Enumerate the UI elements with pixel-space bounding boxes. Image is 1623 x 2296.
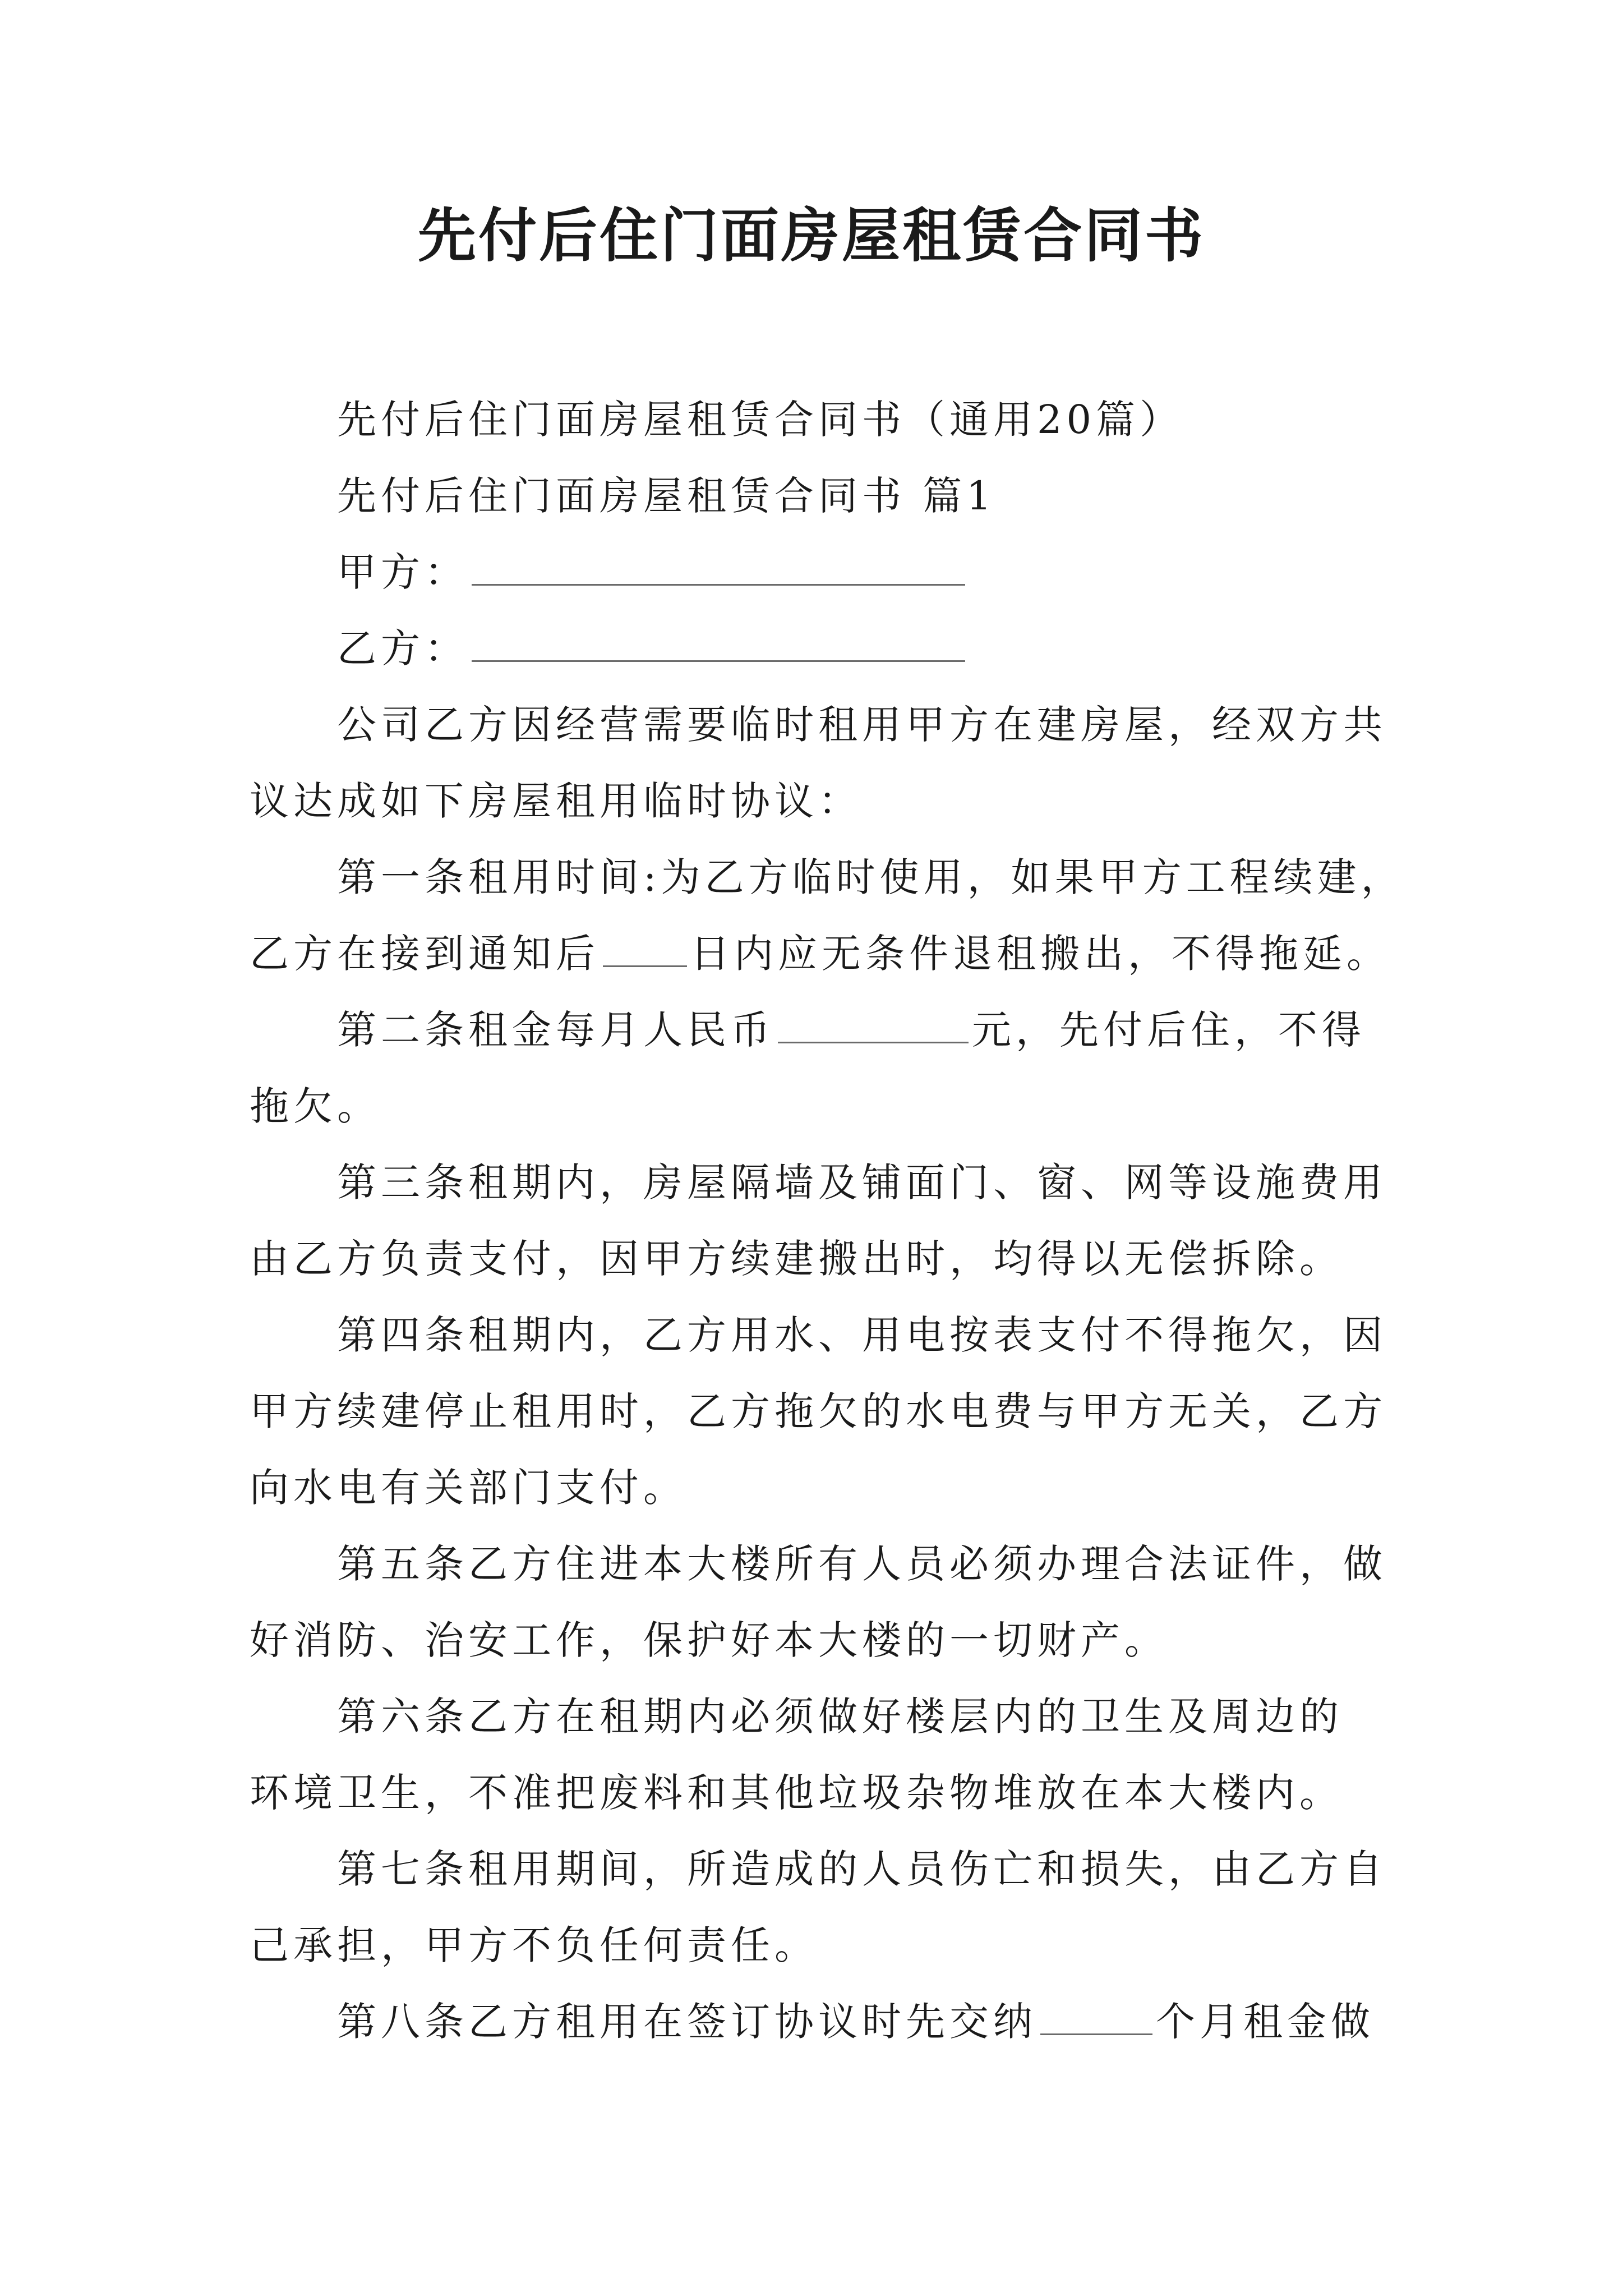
article4-line-1: 第四条租期内，乙方用水、用电按表支付不得拖欠，因 [337,1312,1387,1358]
article2-text-after: 元，先付后住，不得 [972,1007,1366,1053]
party-b-blank [472,621,965,662]
document-body [250,381,1405,2060]
article3-line-2: 由乙方负责支付，因甲方续建搬出时，均得以无偿拆除。 [250,1236,1343,1282]
chapter-title: 先付后住门面房屋租赁合同书 篇1 [337,473,996,519]
article8-text-before: 第八条乙方租用在签订协议时先交纳 [337,1999,1037,2045]
article6-line-1: 第六条乙方在租期内必须做好楼层内的卫生及周边的 [337,1694,1343,1740]
months-blank [1040,1994,1152,2035]
party-a-label: 甲方： [337,549,468,595]
article7-line-2: 己承担，甲方不负任何责任。 [250,1922,818,1968]
intro-line-1: 公司乙方因经营需要临时租用甲方在建房屋，经双方共 [337,702,1387,748]
party-b-label: 乙方： [337,625,468,671]
party-a-blank [472,545,965,586]
days-blank [603,926,687,967]
article2-line-2: 拖欠。 [250,1083,381,1129]
rent-blank [778,1002,969,1043]
party-b-row [250,610,1377,687]
article6-line-2: 环境卫生，不准把废料和其他垃圾杂物堆放在本大楼内。 [250,1770,1343,1816]
article4-line-2: 甲方续建停止租用时，乙方拖欠的水电费与甲方无关，乙方 [250,1388,1387,1434]
collection-title: 先付后住门面房屋租赁合同书（通用20篇） [337,397,1184,443]
intro-line-2: 议达成如下房屋租用临时协议： [250,778,862,824]
article8-text-after: 个月租金做 [1156,1999,1375,2045]
article8-line-1 [250,1984,1377,2060]
article7-line-1: 第七条租用期间，所造成的人员伤亡和损失，由乙方自 [337,1846,1387,1892]
article3-line-1: 第三条租期内，房屋隔墙及铺面门、窗、网等设施费用 [337,1159,1387,1205]
article4-line-3: 向水电有关部门支付。 [250,1465,687,1511]
article1-text-after: 日内应无条件退租搬出，不得拖延。 [690,931,1390,977]
document-title: 先付后住门面房屋租赁合同书 [417,201,1205,270]
article1-text-before: 乙方在接到通知后 [250,931,600,977]
party-a-row [250,534,1377,610]
article2-line-1 [250,992,1377,1068]
article1-line-2 [250,915,1390,992]
article5-line-1: 第五条乙方住进本大楼所有人员必须办理合法证件，做 [337,1541,1387,1587]
article2-text-before: 第二条租金每月人民币 [337,1007,774,1053]
article1-line-1: 第一条租用时间:为乙方临时使用，如果甲方工程续建， [337,854,1405,900]
article5-line-2: 好消防、治安工作，保护好本大楼的一切财产。 [250,1617,1168,1663]
